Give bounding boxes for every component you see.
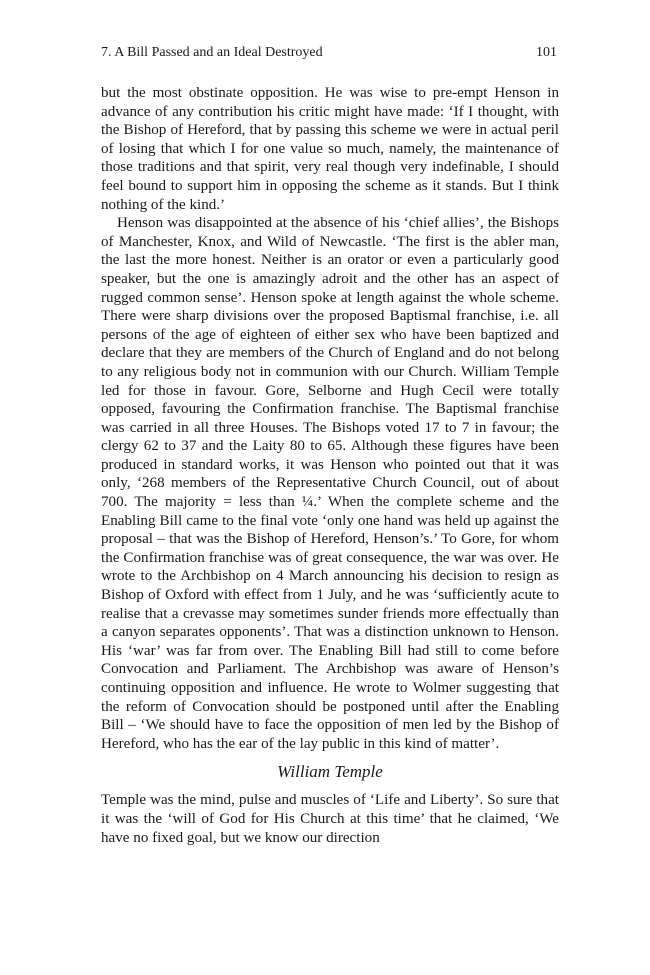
book-page [101,44,559,847]
chapter-title: 7. A Bill Passed and an Ideal Destroyed [101,45,323,60]
paragraph-3: Temple was the mind, pulse and muscles of ‘Life and Liberty’. So sure that it was the ‘will of God for His Church at this time’ that he claimed, ‘We have no fixed goal, but we know our direction [101,792,559,846]
paragraph-2: Henson was disappointed at the absence of his ‘chief allies’, the Bishops of Manchester, Knox, and Wild of Newcastle. ‘The first is the abler man, the last the more honest. Neither is an orator or even a particularly good speaker, but the one is amazingly adroit and the other has an aspect of rugged common sense’. Henson spoke at length against the whole scheme. There were sharp divisions over the proposed Baptismal franchise, i.e. all persons of the age of eighteen of either sex who have been baptized and declare that they are members of the Church of England and do not belong to any religious body not in communion with our Church. William Temple led for those in favour. Gore, Selborne and Hugh Cecil were totally opposed, favouring the Confirmation franchise. The Baptismal franchise was carried in all three Houses. The Bishops voted 17 to 7 in favour; the clergy 62 to 37 and the Laity 80 to 65. Although these figures have been produced in standard works, it was Henson who pointed out that it was only, ‘268 members of the Representative Church Council, out of about 700. The majority = less than ¼.’ When the complete scheme and the Enabling Bill came to the final vote ‘only one hand was held up against the proposal – that was the Bishop of Hereford, Henson’s.’ To Gore, for whom the Confirmation franchise was of great consequence, the war was over. He wrote to the Archbishop on 4 March announcing his decision to resign as Bishop of Oxford with effect from 1 July, and he was ‘sufficiently acute to realise that a crevasse may sometimes sunder friends more effectually than a canyon separates opponents’. That was a distinction unknown to Henson. His ‘war’ was far from over. The Enabling Bill had still to come before Convocation and Parliament. The Archbishop was aware of Henson’s continuing opposition and influence. He wrote to Wolmer suggesting that the reform of Convocation should be postponed until after the Enabling Bill – ‘We should have to face the opposition of men led by the Bishop of Hereford, who has the ear of the lay public in this kind of matter’. [101,215,559,752]
body-text [101,84,559,847]
page-number: 101 [536,45,557,60]
running-head [101,44,559,62]
paragraph-1: but the most obstinate opposition. He was wise to pre-empt Henson in advance of any contribution his critic might have made: ‘If I thought, with the Bishop of Hereford, that by passing this scheme we were in actual peril of losing that which I for one value so much, namely, the maintenance of those traditions and that spirit, very real though very indefinable, I should feel bound to support him in opposing the scheme as it stands. But I think nothing of the kind.’ [101,85,559,213]
section-heading: William Temple [277,762,383,782]
